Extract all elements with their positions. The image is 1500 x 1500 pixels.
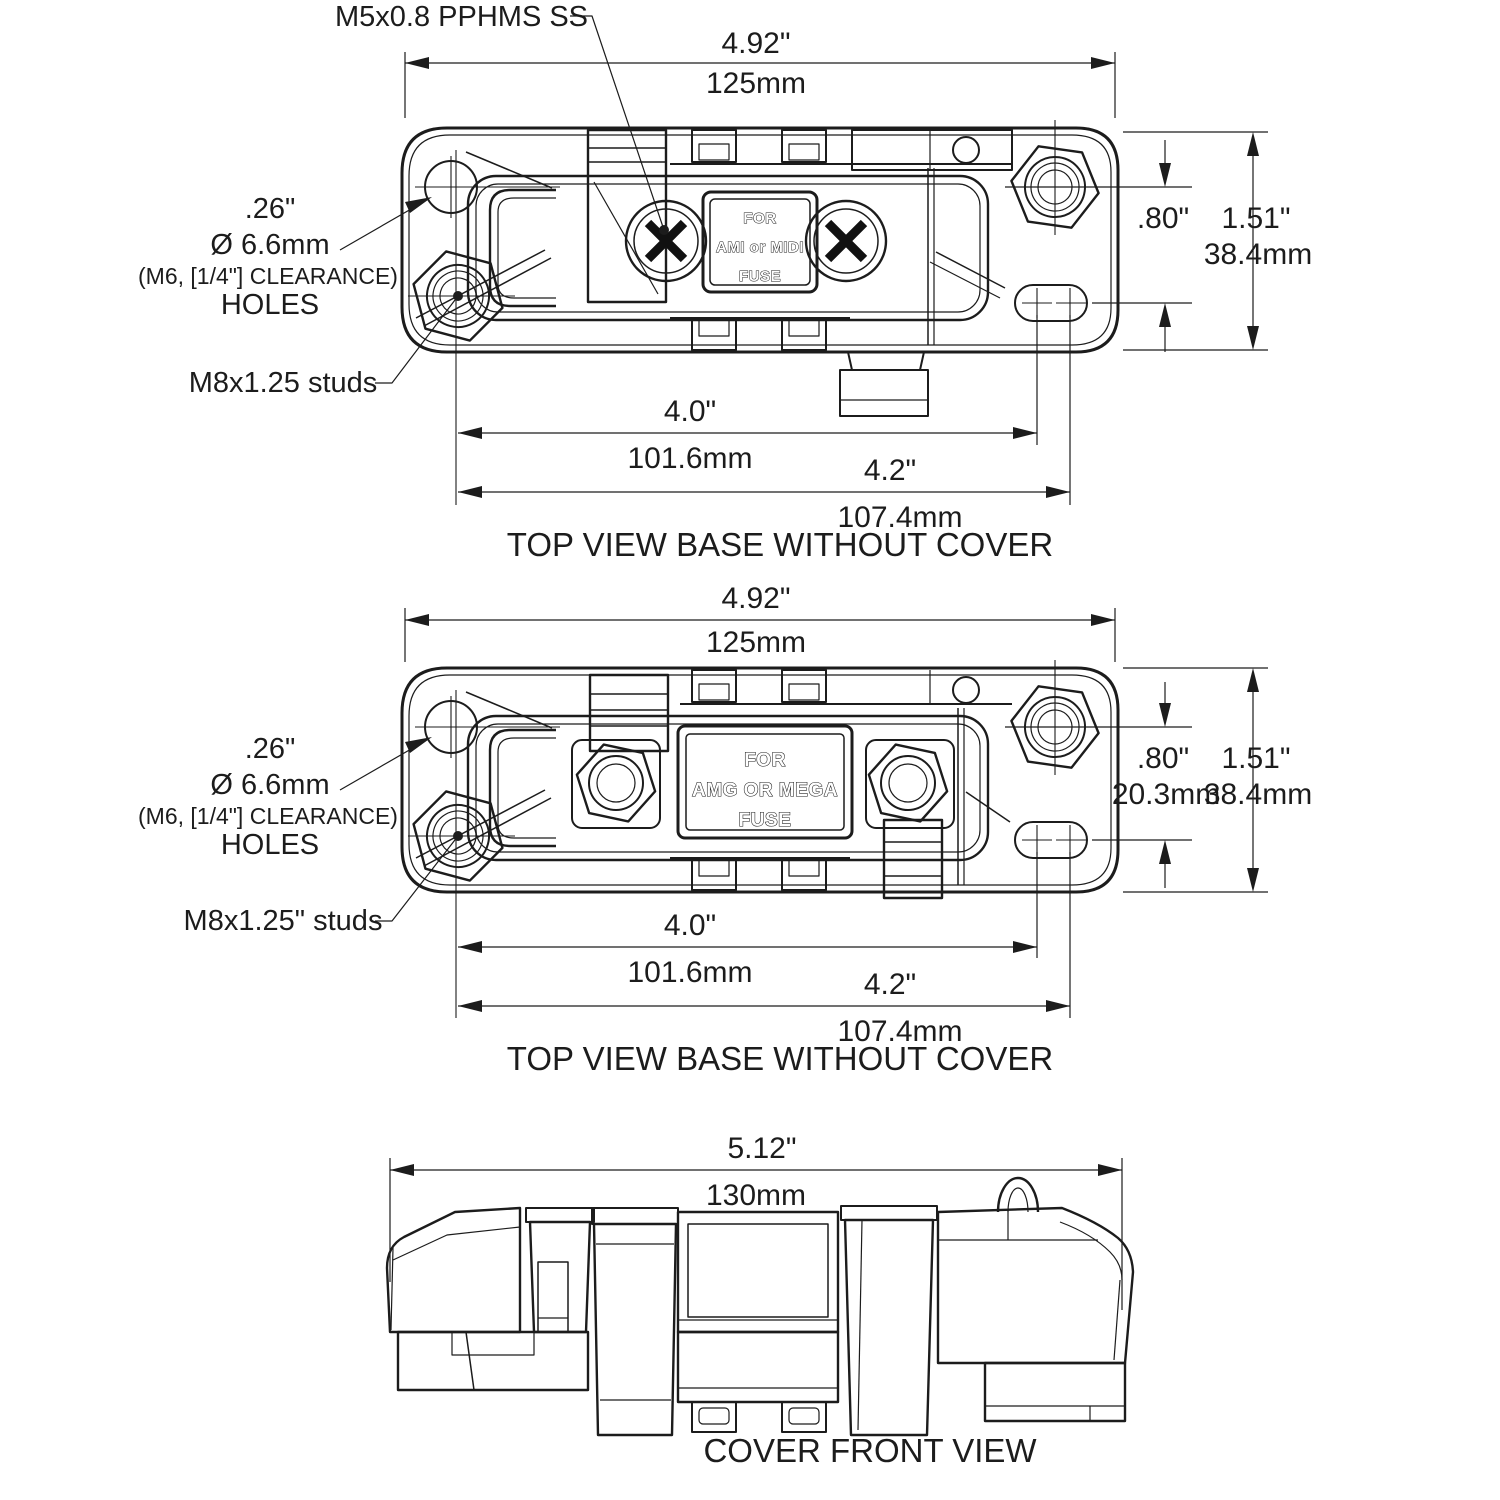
fuse-label-line1: FOR bbox=[744, 750, 786, 771]
view2-pilot-hole bbox=[953, 677, 979, 703]
view2-hole-size-mm: Ø 6.6mm bbox=[210, 769, 330, 801]
view1-title: TOP VIEW BASE WITHOUT COVER bbox=[506, 526, 1054, 563]
view1-height-inches: 1.51" bbox=[1221, 202, 1291, 235]
view1-hole-size-mm: Ø 6.6mm bbox=[210, 229, 330, 261]
view2-height-mm: 38.4mm bbox=[1203, 778, 1313, 811]
fuse-label-line2: AMG OR MEGA bbox=[692, 780, 838, 801]
view2-slot-pitch-inches: 4.2" bbox=[863, 968, 917, 1001]
view1-overall-width-inches: 4.92" bbox=[721, 27, 791, 60]
view1-fuse-type-label bbox=[703, 192, 817, 292]
view2-hole-size-inches: .26" bbox=[244, 733, 296, 765]
view2-mounting-slot bbox=[1015, 822, 1087, 858]
view2-fuse-stud-right bbox=[862, 740, 955, 828]
view1-slot-pitch-inches: 4.2" bbox=[863, 454, 917, 487]
view2-hole-clearance-note: (M6, [1/4"] CLEARANCE) bbox=[138, 803, 398, 829]
view1-top-view-ami-midi bbox=[138, 1, 1312, 563]
cover-pull-loop bbox=[998, 1178, 1038, 1212]
view1-slot-pitch-mm: 107.4mm bbox=[837, 501, 963, 534]
view3-cover-front-view bbox=[387, 1132, 1133, 1469]
view1-stud-pitch-inches: 4.0" bbox=[663, 395, 717, 428]
view1-holes-word: HOLES bbox=[220, 289, 320, 321]
view3-overall-width-mm: 130mm bbox=[705, 1179, 807, 1212]
view1-dimensions bbox=[405, 52, 1268, 505]
view1-fuse-clamp bbox=[588, 130, 666, 302]
view2-fuse-stud-left bbox=[570, 740, 663, 828]
view2-offset-mm: 20.3mm bbox=[1111, 778, 1221, 811]
view3-overall-width-inches: 5.12" bbox=[727, 1132, 797, 1165]
fuse-label-line3: FUSE bbox=[738, 268, 782, 285]
view1-stud-callout: M8x1.25 studs bbox=[188, 367, 378, 399]
view2-slot-pitch-mm: 107.4mm bbox=[837, 1015, 963, 1048]
view1-pilot-hole bbox=[953, 137, 979, 163]
view2-overall-width-mm: 125mm bbox=[705, 626, 807, 659]
m5-screw-callout: M5x0.8 PPHMS SS bbox=[335, 1, 589, 33]
view1-stud-pitch-mm: 101.6mm bbox=[627, 442, 753, 475]
view1-overall-width-mm: 125mm bbox=[705, 67, 807, 100]
view2-overall-width-inches: 4.92" bbox=[721, 582, 791, 615]
view1-hole-size-inches: .26" bbox=[244, 193, 296, 225]
view2-holes-word: HOLES bbox=[220, 829, 320, 861]
view1-height-mm: 38.4mm bbox=[1203, 238, 1313, 271]
view2-offset-inches: .80" bbox=[1136, 742, 1190, 775]
view2-top-view-amg-mega bbox=[138, 582, 1312, 1077]
view1-top-strip bbox=[670, 130, 1012, 170]
view2-fuse-type-label bbox=[678, 726, 852, 838]
view2-stud-callout: M8x1.25" studs bbox=[183, 905, 383, 937]
view3-title: COVER FRONT VIEW bbox=[703, 1432, 1037, 1469]
view1-offset-inches: .80" bbox=[1136, 202, 1190, 235]
fuse-label-line3: FUSE bbox=[738, 810, 792, 831]
view2-mounting-hole bbox=[415, 696, 560, 758]
view2-title: TOP VIEW BASE WITHOUT COVER bbox=[506, 1040, 1054, 1077]
view2-stud-pitch-inches: 4.0" bbox=[663, 909, 717, 942]
fuse-label-line2: AMI or MIDI bbox=[716, 239, 804, 256]
view3-cover-body bbox=[387, 1178, 1133, 1435]
fuse-label-line1: FOR bbox=[743, 210, 777, 227]
view2-stud-pitch-mm: 101.6mm bbox=[627, 956, 753, 989]
view2-height-inches: 1.51" bbox=[1221, 742, 1291, 775]
view1-mounting-hole bbox=[415, 156, 560, 218]
view1-hole-clearance-note: (M6, [1/4"] CLEARANCE) bbox=[138, 263, 398, 289]
view1-mounting-slot bbox=[1015, 285, 1087, 321]
view1-latch-tab bbox=[848, 352, 924, 370]
